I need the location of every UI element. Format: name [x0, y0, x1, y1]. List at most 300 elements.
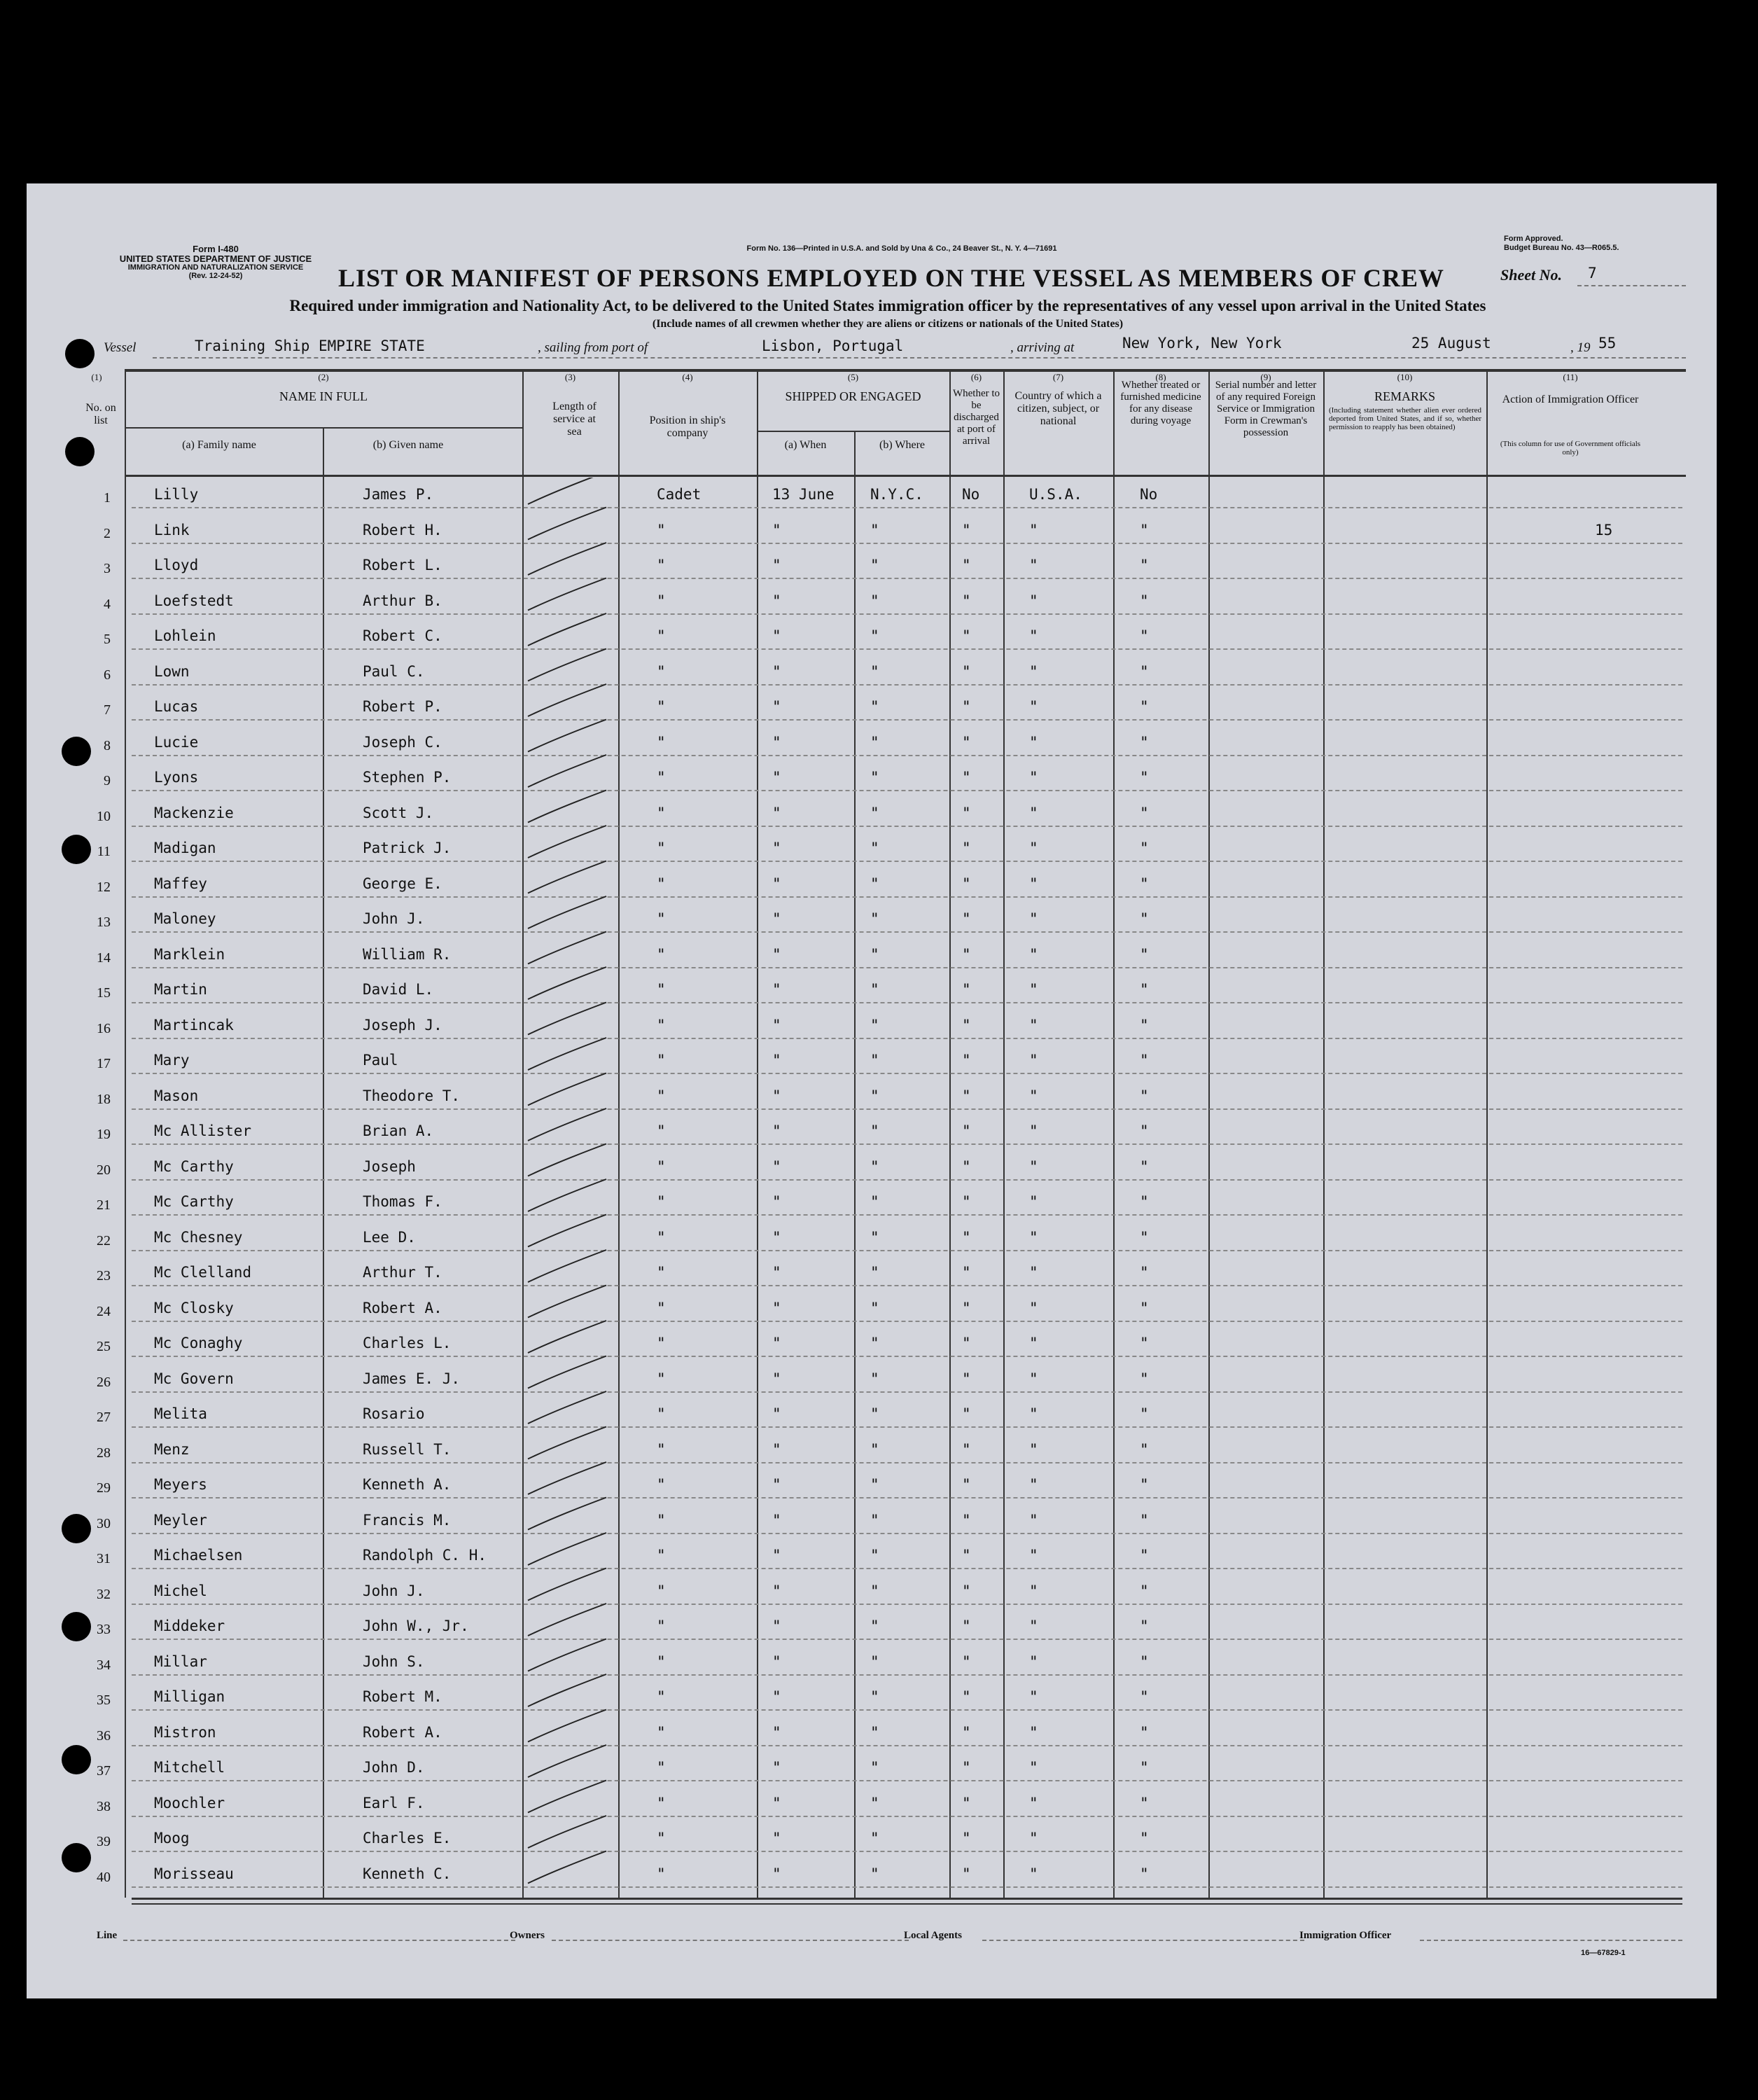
shipped-where-cell: ": [870, 592, 879, 609]
row-rule: [132, 896, 1682, 898]
row-number: 2: [104, 525, 111, 541]
row-rule: [132, 1886, 1682, 1888]
position-cell: ": [657, 1547, 666, 1564]
country-cell: ": [1029, 521, 1038, 538]
discharged-cell: ": [962, 733, 971, 751]
shipped-where-cell: ": [870, 804, 879, 821]
position-cell: ": [657, 1794, 666, 1812]
position-cell: ": [657, 1335, 666, 1351]
shipped-where-cell: ": [870, 557, 879, 573]
row-number: 37: [97, 1763, 111, 1779]
medicine-cell: ": [1140, 557, 1149, 573]
discharged-cell: ": [962, 698, 971, 715]
shipped-where-cell: ": [870, 1618, 879, 1634]
country-cell: ": [1029, 557, 1038, 573]
approval-line2: Budget Bureau No. 43—R065.5.: [1504, 244, 1619, 252]
shipped-when-cell: ": [772, 1688, 781, 1705]
footer-officer-underline: [1420, 1940, 1682, 1941]
country-cell: ": [1029, 1440, 1038, 1458]
family-name-cell: Lucas: [154, 698, 199, 715]
shipped-where-cell: ": [870, 1794, 879, 1812]
row-rule: [132, 613, 1682, 615]
country-cell: ": [1029, 1865, 1038, 1882]
officer-action-cell: 15: [1595, 521, 1613, 538]
discharged-cell: ": [962, 945, 971, 963]
given-name-cell: Brian A.: [363, 1122, 434, 1139]
row-rule: [132, 1674, 1682, 1676]
row-rule: [132, 1497, 1682, 1498]
col5a-header: (a) When: [784, 439, 827, 451]
given-name-cell: James P.: [363, 486, 434, 503]
col11-number: (11): [1563, 372, 1578, 382]
country-cell: ": [1029, 875, 1038, 892]
shipped-when-cell: ": [772, 804, 781, 821]
position-cell: ": [657, 804, 666, 821]
position-cell: ": [657, 1723, 666, 1741]
shipped-when-cell: ": [772, 1582, 781, 1599]
row-number: 36: [97, 1727, 111, 1744]
shipped-where-cell: ": [870, 1476, 879, 1493]
position-cell: ": [657, 557, 666, 573]
medicine-cell: ": [1140, 733, 1149, 751]
given-name-cell: Charles L.: [363, 1335, 452, 1351]
medicine-cell: ": [1140, 1688, 1149, 1705]
row-rule: [132, 1604, 1682, 1605]
arrival-year: 55: [1598, 335, 1617, 352]
check-mark-stroke: [528, 755, 606, 787]
discharged-cell: ": [962, 769, 971, 786]
shipped-where-cell: ": [870, 1335, 879, 1351]
manifest-sheet: [27, 183, 1717, 1998]
position-cell: ": [657, 592, 666, 609]
country-cell: ": [1029, 1228, 1038, 1246]
shipped-when-cell: ": [772, 1723, 781, 1741]
position-cell: ": [657, 1688, 666, 1705]
shipped-where-cell: ": [870, 1865, 879, 1882]
discharged-cell: ": [962, 627, 971, 644]
given-name-cell: Russell T.: [363, 1440, 452, 1458]
row-rule: [132, 1214, 1682, 1216]
country-cell: ": [1029, 1193, 1038, 1210]
country-cell: ": [1029, 1335, 1038, 1351]
row-number: 18: [97, 1091, 111, 1107]
position-cell: ": [657, 1087, 666, 1104]
check-mark-stroke: [528, 967, 606, 999]
given-name-cell: Robert H.: [363, 521, 442, 538]
shipped-where-cell: ": [870, 1370, 879, 1387]
row-rule: [132, 826, 1682, 827]
col5b-header: (b) Where: [879, 439, 925, 451]
col-divider: [1113, 371, 1115, 1898]
country-cell: ": [1029, 1830, 1038, 1847]
shipped-when-cell: ": [772, 910, 781, 927]
footer-line-label: Line: [97, 1930, 118, 1941]
position-cell: ": [657, 1405, 666, 1422]
shipped-when-cell: 13 June: [772, 486, 835, 503]
check-mark-stroke: [528, 578, 606, 611]
col2a-header: (a) Family name: [182, 439, 256, 451]
discharged-cell: ": [962, 1370, 971, 1387]
discharged-cell: ": [962, 557, 971, 573]
discharged-cell: ": [962, 1547, 971, 1564]
printer-note: Form No. 136—Printed in U.S.A. and Sold by Una & Co., 24 Beaver St., N. Y. 4—71691: [746, 244, 1057, 253]
discharged-cell: ": [962, 1052, 971, 1069]
footer-line-underline: [123, 1940, 515, 1941]
discharged-cell: ": [962, 1618, 971, 1634]
given-name-cell: Joseph: [363, 1157, 416, 1175]
shipped-where-cell: ": [870, 1653, 879, 1670]
check-mark-stroke: [528, 1038, 606, 1070]
given-name-cell: David L.: [363, 981, 434, 998]
given-name-cell: Joseph J.: [363, 1016, 442, 1034]
footer-agents-underline: [982, 1940, 1304, 1941]
position-cell: ": [657, 1264, 666, 1281]
col2-header: NAME IN FULL: [279, 389, 368, 403]
manifest-title: LIST OR MANIFEST OF PERSONS EMPLOYED ON THE VESSEL AS MEMBERS OF CREW: [338, 264, 1444, 292]
country-cell: ": [1029, 1759, 1038, 1776]
family-name-cell: Mason: [154, 1087, 199, 1104]
sheet-number: 7: [1588, 265, 1597, 281]
discharged-cell: ": [962, 1865, 971, 1882]
given-name-cell: Kenneth C.: [363, 1865, 452, 1882]
row-rule: [132, 1038, 1682, 1039]
family-name-cell: Link: [154, 521, 190, 538]
shipped-where-cell: ": [870, 1264, 879, 1281]
shipped-when-cell: ": [772, 769, 781, 786]
given-name-cell: Arthur T.: [363, 1264, 442, 1281]
family-name-cell: Loefstedt: [154, 592, 234, 609]
position-cell: ": [657, 1440, 666, 1458]
medicine-cell: ": [1140, 592, 1149, 609]
col-divider: [949, 371, 951, 1898]
row-rule: [132, 861, 1682, 862]
row-number: 40: [97, 1869, 111, 1885]
check-mark-stroke: [528, 1498, 606, 1530]
vessel-label: Vessel: [104, 340, 137, 355]
family-name-cell: Milligan: [154, 1688, 225, 1705]
row-number: 38: [97, 1798, 111, 1814]
position-cell: ": [657, 1476, 666, 1493]
medicine-cell: ": [1140, 627, 1149, 644]
sailing-label: , sailing from port of: [538, 340, 648, 355]
shipped-where-cell: ": [870, 1405, 879, 1422]
check-mark-stroke: [528, 1391, 606, 1424]
given-name-cell: Patrick J.: [363, 840, 452, 856]
row-number: 31: [97, 1551, 111, 1566]
medicine-cell: ": [1140, 1016, 1149, 1034]
footer-officer-label: Immigration Officer: [1299, 1930, 1392, 1941]
name-subhead-rule: [125, 427, 522, 429]
country-cell: ": [1029, 627, 1038, 644]
country-cell: ": [1029, 592, 1038, 609]
given-name-cell: John S.: [363, 1653, 425, 1670]
family-name-cell: Moochler: [154, 1794, 225, 1812]
position-cell: ": [657, 1653, 666, 1670]
row-number: 22: [97, 1232, 111, 1249]
check-mark-stroke: [528, 1215, 606, 1247]
family-name-cell: Mackenzie: [154, 804, 234, 821]
medicine-cell: ": [1140, 1759, 1149, 1776]
family-name-cell: Michel: [154, 1582, 207, 1599]
col-divider: [1486, 371, 1488, 1898]
discharged-cell: ": [962, 1759, 971, 1776]
medicine-cell: ": [1140, 875, 1149, 892]
discharged-cell: ": [962, 910, 971, 927]
given-name-cell: James E. J.: [363, 1370, 461, 1387]
medicine-cell: ": [1140, 521, 1149, 538]
medicine-cell: ": [1140, 1370, 1149, 1387]
given-name-cell: John D.: [363, 1759, 425, 1776]
manifest-note: (Include names of all crewmen whether they are aliens or citizens or nationals of the United States): [652, 318, 1124, 330]
row-rule: [132, 967, 1682, 968]
row-number: 13: [97, 915, 111, 930]
col11-header: Action of Immigration Officer: [1502, 394, 1639, 405]
medicine-cell: ": [1140, 910, 1149, 927]
medicine-cell: ": [1140, 1228, 1149, 1246]
discharged-cell: ": [962, 1016, 971, 1034]
medicine-cell: ": [1140, 804, 1149, 821]
shipped-where-cell: ": [870, 733, 879, 751]
medicine-cell: No: [1140, 486, 1158, 503]
shipped-when-cell: ": [772, 1440, 781, 1458]
row-rule: [132, 1321, 1682, 1322]
given-name-cell: Paul C.: [363, 662, 425, 680]
row-rule: [132, 578, 1682, 579]
family-name-cell: Mc Govern: [154, 1370, 234, 1387]
country-cell: U.S.A.: [1029, 486, 1082, 503]
row-rule: [132, 1426, 1682, 1428]
row-number: 19: [97, 1127, 111, 1142]
check-mark-stroke: [528, 720, 606, 752]
shipped-where-cell: ": [870, 1723, 879, 1741]
shipped-when-cell: ": [772, 1370, 781, 1387]
country-cell: ": [1029, 1476, 1038, 1493]
medicine-cell: ": [1140, 1582, 1149, 1599]
punch-hole: [65, 437, 95, 466]
shipped-when-cell: ": [772, 1157, 781, 1175]
discharged-cell: ": [962, 1157, 971, 1175]
port-from: Lisbon, Portugal: [762, 338, 904, 354]
shipped-where-cell: ": [870, 1582, 879, 1599]
country-cell: ": [1029, 1688, 1038, 1705]
col2-number: (2): [318, 372, 329, 382]
family-name-cell: Lyons: [154, 769, 199, 786]
medicine-cell: ": [1140, 1476, 1149, 1493]
shipped-where-cell: ": [870, 1052, 879, 1069]
col8-number: (8): [1155, 372, 1166, 382]
shipped-when-cell: ": [772, 662, 781, 680]
discharged-cell: ": [962, 981, 971, 998]
row-number: 9: [104, 773, 111, 788]
country-cell: ": [1029, 945, 1038, 963]
row-number: 7: [104, 702, 111, 718]
shipped-when-cell: ": [772, 981, 781, 998]
discharged-cell: ": [962, 1299, 971, 1316]
medicine-cell: ": [1140, 1335, 1149, 1351]
given-name-cell: Scott J.: [363, 804, 434, 821]
col3-header: Length of service at sea: [552, 401, 597, 438]
shipped-when-cell: ": [772, 627, 781, 644]
family-name-cell: Lloyd: [154, 557, 199, 573]
row-number: 5: [104, 632, 111, 647]
position-cell: ": [657, 945, 666, 963]
row-number: 26: [97, 1374, 111, 1390]
country-cell: ": [1029, 1264, 1038, 1281]
shipped-where-cell: ": [870, 1759, 879, 1776]
check-mark-stroke: [528, 1108, 606, 1141]
medicine-cell: ": [1140, 1653, 1149, 1670]
family-name-cell: Martincak: [154, 1016, 234, 1034]
discharged-cell: ": [962, 1193, 971, 1210]
row-number: 8: [104, 737, 111, 753]
row-number: 3: [104, 561, 111, 576]
row-rule: [132, 1285, 1682, 1286]
row-rule: [132, 684, 1682, 686]
row-rule: [132, 1179, 1682, 1181]
shipped-where-cell: ": [870, 1688, 879, 1705]
discharged-cell: ": [962, 521, 971, 538]
discharged-cell: ": [962, 1794, 971, 1812]
check-mark-stroke: [528, 1321, 606, 1353]
check-mark-stroke: [528, 1781, 606, 1813]
col5-header: SHIPPED OR ENGAGED: [785, 389, 921, 403]
row-number: 28: [97, 1445, 111, 1461]
given-name-cell: George E.: [363, 875, 442, 892]
shipped-when-cell: ": [772, 557, 781, 573]
medicine-cell: ": [1140, 1865, 1149, 1882]
family-name-cell: Menz: [154, 1440, 190, 1458]
discharged-cell: ": [962, 1264, 971, 1281]
position-cell: ": [657, 910, 666, 927]
family-name-cell: Millar: [154, 1653, 207, 1670]
given-name-cell: Robert A.: [363, 1723, 442, 1741]
medicine-cell: ": [1140, 1440, 1149, 1458]
shipped-where-cell: ": [870, 1299, 879, 1316]
shipped-when-cell: ": [772, 1299, 781, 1316]
col7-header: Country of which a citizen, subject, or national: [1014, 390, 1102, 427]
discharged-cell: ": [962, 1582, 971, 1599]
position-cell: ": [657, 1157, 666, 1175]
medicine-cell: ": [1140, 1122, 1149, 1139]
family-name-cell: Mc Conaghy: [154, 1335, 243, 1351]
shipped-when-cell: ": [772, 698, 781, 715]
shipped-when-cell: ": [772, 521, 781, 538]
medicine-cell: ": [1140, 981, 1149, 998]
shipped-where-cell: ": [870, 1157, 879, 1175]
discharged-cell: ": [962, 1335, 971, 1351]
given-name-cell: Kenneth A.: [363, 1476, 452, 1493]
shipped-when-cell: ": [772, 1759, 781, 1776]
country-cell: ": [1029, 1653, 1038, 1670]
position-cell: ": [657, 698, 666, 715]
shipped-when-cell: ": [772, 592, 781, 609]
shipped-where-cell: ": [870, 521, 879, 538]
medicine-cell: ": [1140, 1193, 1149, 1210]
row-rule: [132, 1533, 1682, 1534]
family-name-cell: Marklein: [154, 945, 225, 963]
col6-header: Whether to be discharged at port of arrival: [952, 388, 1000, 447]
medicine-cell: ": [1140, 1723, 1149, 1741]
country-cell: ": [1029, 662, 1038, 680]
sheet-label: Sheet No.: [1500, 266, 1562, 284]
row-number: 25: [97, 1339, 111, 1354]
discharged-cell: ": [962, 1087, 971, 1104]
check-mark-stroke: [528, 1427, 606, 1459]
shipped-when-cell: ": [772, 1122, 781, 1139]
shipped-where-cell: ": [870, 910, 879, 927]
row-number: 1: [104, 490, 111, 506]
shipped-when-cell: ": [772, 945, 781, 963]
row-rule: [132, 1356, 1682, 1357]
given-name-cell: Lee D.: [363, 1228, 416, 1246]
family-name-cell: Lilly: [154, 486, 199, 503]
col11-note: (This column for use of Government officials only): [1500, 440, 1641, 457]
discharged-cell: ": [962, 592, 971, 609]
medicine-cell: ": [1140, 662, 1149, 680]
col3-number: (3): [564, 372, 576, 382]
check-mark-stroke: [528, 826, 606, 858]
shipped-when-cell: ": [772, 1264, 781, 1281]
discharged-cell: ": [962, 1830, 971, 1847]
family-name-cell: Madigan: [154, 840, 216, 856]
shipped-when-cell: ": [772, 1228, 781, 1246]
manifest-subtitle: Required under immigration and Nationality Act, to be delivered to the United States immigration officer by the representatives of any vessel upon arrival in the United States: [289, 297, 1486, 314]
family-name-cell: Lucie: [154, 733, 199, 751]
row-number: 12: [97, 879, 111, 895]
col8-header: Whether treated or furnished medicine for any disease during voyage: [1120, 380, 1201, 426]
department: UNITED STATES DEPARTMENT OF JUSTICE: [119, 253, 312, 264]
row-rule: [132, 543, 1682, 544]
row-number: 27: [97, 1410, 111, 1425]
punch-hole: [65, 339, 95, 368]
shipped-when-cell: ": [772, 1016, 781, 1034]
check-mark-stroke: [528, 1533, 606, 1565]
check-mark-stroke: [528, 932, 606, 964]
col-divider: [854, 432, 856, 1898]
check-mark-stroke: [528, 1356, 606, 1389]
medicine-cell: ": [1140, 698, 1149, 715]
row-rule: [132, 719, 1682, 721]
given-name-cell: Paul: [363, 1052, 398, 1069]
arrival-date: 25 August: [1411, 335, 1491, 352]
family-name-cell: Meyler: [154, 1511, 207, 1529]
country-cell: ": [1029, 840, 1038, 856]
col6-number: (6): [970, 372, 982, 382]
row-number: 29: [97, 1480, 111, 1496]
medicine-cell: ": [1140, 945, 1149, 963]
row-rule: [132, 1143, 1682, 1145]
position-cell: ": [657, 875, 666, 892]
row-rule: [132, 1568, 1682, 1569]
country-cell: ": [1029, 733, 1038, 751]
revision: (Rev. 12-24-52): [188, 272, 243, 280]
approval-line1: Form Approved.: [1504, 235, 1563, 243]
check-mark-stroke: [528, 478, 606, 504]
col9-header: Serial number and letter of any required Foreign Service or Immigration Form in Crewman's possession: [1215, 380, 1317, 438]
row-number: 24: [97, 1303, 111, 1319]
medicine-cell: ": [1140, 1511, 1149, 1529]
col-divider: [1323, 371, 1325, 1898]
col5-number: (5): [847, 372, 859, 382]
position-cell: ": [657, 1052, 666, 1069]
check-mark-stroke: [528, 1462, 606, 1494]
shipped-where-cell: ": [870, 875, 879, 892]
shipped-where-cell: ": [870, 1511, 879, 1529]
shipped-where-cell: ": [870, 698, 879, 715]
given-name-cell: Robert L.: [363, 557, 442, 573]
shipped-where-cell: ": [870, 1087, 879, 1104]
country-cell: ": [1029, 698, 1038, 715]
